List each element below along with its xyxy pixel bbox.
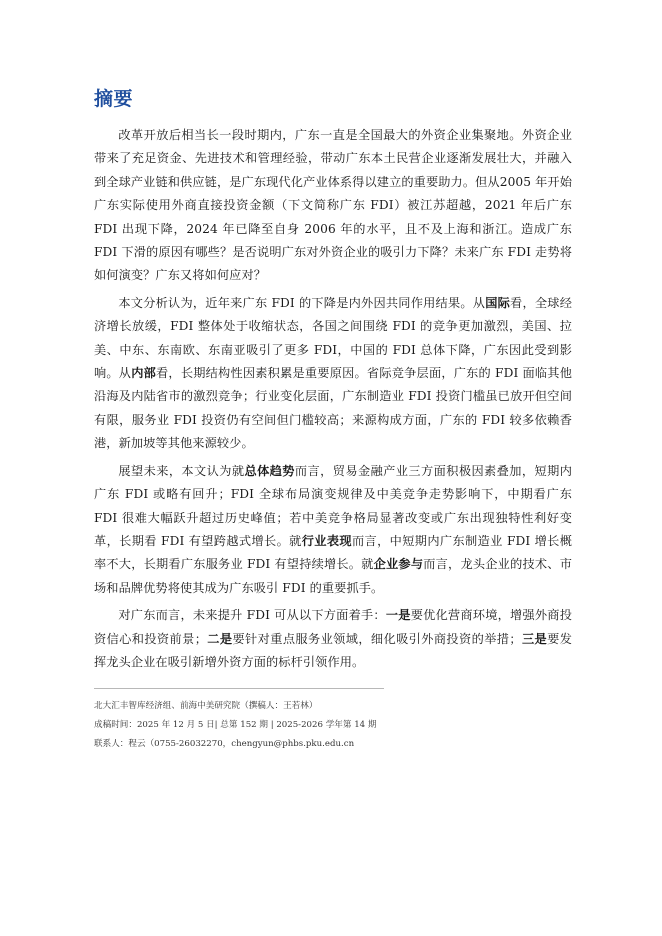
text-run: 而言，中短期内广东制造业 FDI 增长概率不大，长期看广东服务业 FDI 有望持续增长。就	[94, 533, 572, 572]
paragraph-causes	[94, 292, 572, 456]
footer-notes	[94, 697, 572, 754]
emphasis-text: 内部	[131, 366, 157, 381]
text-run: 看，长期结构性因素积累是重要原因。省际竞争层面，广东的 FDI 面临其他沿海及内陆省市的激烈竞争；行业变化层面，广东制造业 FDI 投资门槛虽已放开但空间有限，服务业 FDI 投资仍有空间但门槛较高；来源构成方面，广东的 FDI 较多依赖香港，新加坡等其他来源较少。	[94, 366, 572, 451]
text-run: 要针对重点服务业领域，细化吸引外商投资的举措；	[232, 631, 522, 646]
emphasis-text: 一是	[385, 608, 411, 623]
emphasis-text: 企业参与	[373, 557, 424, 572]
abstract-page	[94, 86, 572, 754]
date-issue-line: 成稿时间：2025 年 12 月 5 日| 总第 152 期 | 2025-2026 学年第 14 期	[94, 720, 377, 731]
text-run: 要优化营商环境，增强外商投资信心和投资前景；	[94, 608, 572, 646]
emphasis-text: 行业表现	[301, 533, 352, 548]
emphasis-text: 总体趋势	[244, 463, 295, 478]
text-run: 对广东而言，未来提升 FDI 可从以下方面着手：	[118, 608, 386, 623]
text-run: 展望未来，本文认为就	[118, 463, 245, 478]
text-run: 要发挥龙头企业在吸引新增外资方面的标杆引领作用。	[94, 631, 573, 669]
abstract-body	[94, 124, 572, 674]
paragraph-recommendations	[94, 604, 572, 674]
text-run: 而言，龙头企业的技术、市场和品牌优势将使其成为广东吸引 FDI 的重要抓手。	[94, 557, 572, 595]
page-title: 摘要	[94, 88, 134, 110]
paragraph-background	[94, 124, 572, 288]
emphasis-text: 三是	[521, 631, 548, 646]
text-run: 改革开放后相当长一段时期内，广东一直是全国最大的外资企业集聚地。外资企业带来了充足资金、先进技术和管理经验，带动广东本土民营企业逐渐发展壮大，并融入到全球产业链和供应链，是广东现代化产业体系得以建立的重要助力。但从2005 年开始广东实际使用外商直接投资金额（下文简称广东 FDI）被江苏超越，2021 年后广东 FDI 出现下降，2024 年已降至自身 2006 年的水平，且不及上海和浙江。造成广东 FDI 下滑的原因有哪些？是否说明广东对外资企业的吸引力下降？未来广东 FDI 走势将如何演变？广东又将如何应对？	[94, 128, 572, 283]
footer-divider	[94, 688, 384, 689]
paragraph-outlook	[94, 460, 572, 600]
author-line: 北大汇丰智库经济组、前海中美研究院（撰稿人：王若林）	[94, 701, 318, 712]
text-run: 而言，贸易金融产业三方面积极因素叠加，短期内广东 FDI 或略有回升；FDI 全球布局演变规律及中美竞争走势影响下，中期看广东 FDI 很难大幅跃升超过历史峰值；若中美竞争格局显著改变或广东出现独特性利好变革，长期看 FDI 有望跨越式增长。就	[94, 463, 572, 548]
text-run: 看，全球经济增长放缓，FDI 整体处于收缩状态，各国之间围绕 FDI 的竞争更加激烈，美国、拉美、中东、东南欧、东南亚吸引了更多 FDI，中国的 FDI 总体下降，广东因此受到影响。从	[94, 295, 573, 381]
text-run: 本文分析认为，近年来广东 FDI 的下降是内外因共同作用结果。从	[118, 295, 486, 310]
contact-line: 联系人：程云（0755-26032270，chengyun@phbs.pku.edu.cn	[94, 739, 355, 750]
emphasis-text: 二是	[206, 631, 233, 646]
emphasis-text: 国际	[485, 295, 511, 310]
